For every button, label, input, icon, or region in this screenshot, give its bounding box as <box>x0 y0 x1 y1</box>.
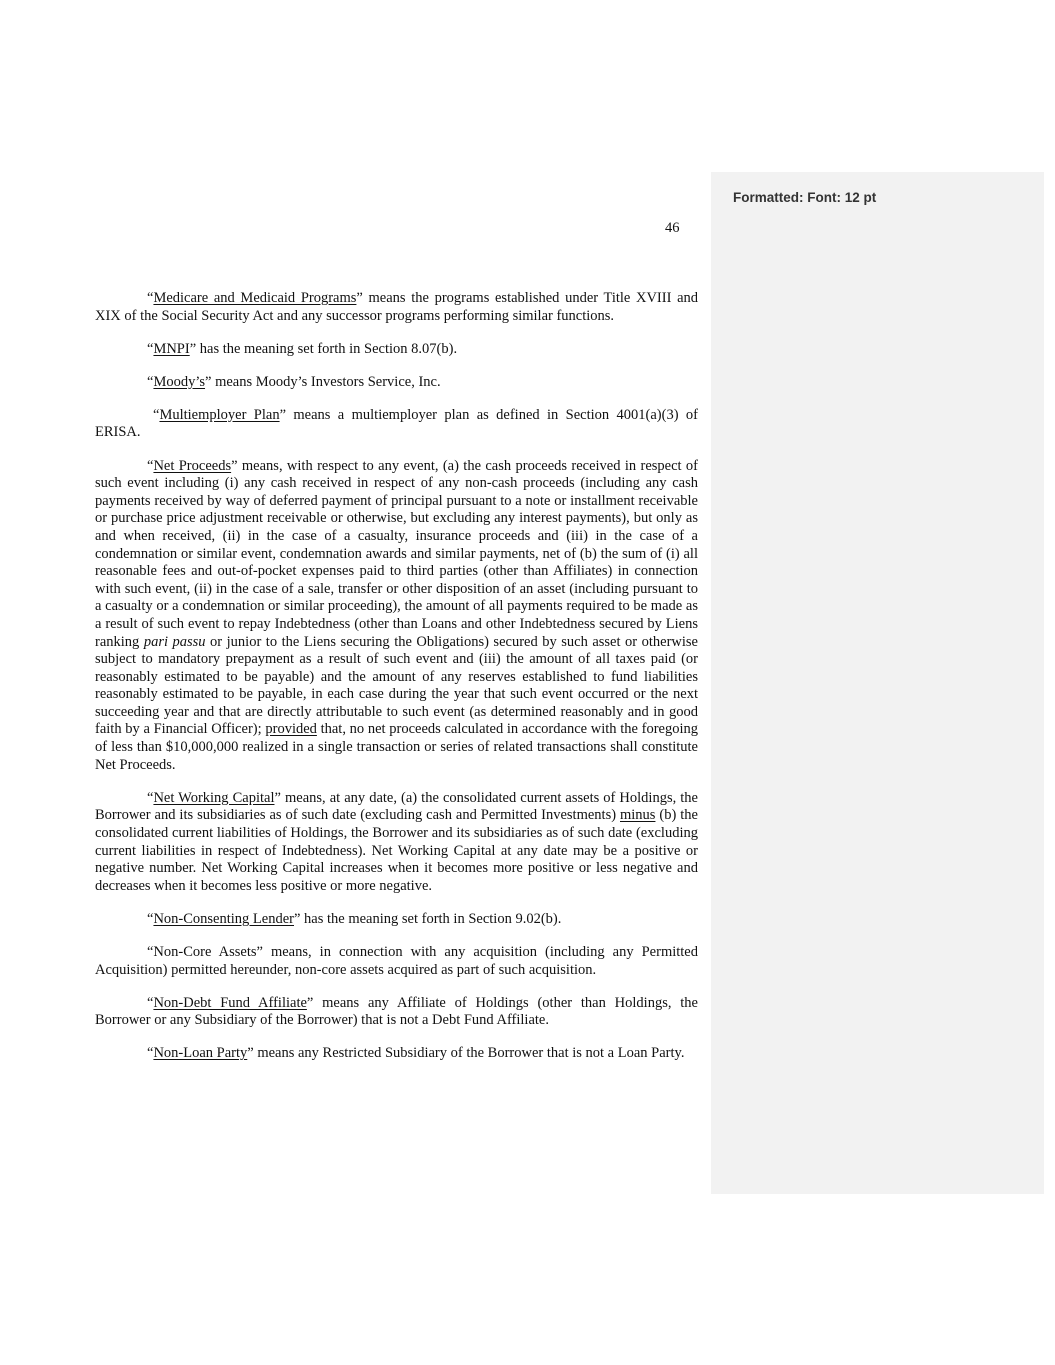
italic-phrase: pari passu <box>143 633 206 650</box>
open-quote: “ <box>147 789 154 806</box>
document-body <box>95 290 698 1078</box>
open-quote: “ <box>147 290 154 306</box>
definition-text: ” means any Restricted Subsidiary of the Borrower that is not a Loan Party. <box>247 1045 685 1062</box>
defined-term: Non-Loan Party <box>153 1045 248 1062</box>
open-quote: “ <box>147 910 154 927</box>
definition-text: (b) the consolidated current liabilities of Holdings, the Borrower and its subsidiaries as of such date (excluding current liabilities in respect of Indebtedness). Net Working Capital at any date may be a positive or negative number. Net Working Capital increases when it becomes more positive or less negative and decreases when it becomes less positive or more negative. <box>95 807 698 894</box>
definition-text: ” has the meaning set forth in Section 9.02(b). <box>293 910 562 927</box>
definition-text: ” means a multiemployer plan as defined in Section 4001(a)(3) of ERISA. <box>95 406 698 441</box>
definition-mnpi <box>95 341 698 359</box>
definition-non-core-assets <box>95 944 698 979</box>
open-quote: “ <box>153 406 160 423</box>
definition-net-working-capital <box>95 790 698 896</box>
definition-non-debt-fund-affiliate <box>95 995 698 1030</box>
defined-term: Moody’s <box>153 373 206 390</box>
definition-moodys <box>95 374 698 392</box>
defined-term: Medicare and Medicaid Programs <box>153 290 357 306</box>
defined-term: Non-Debt Fund Affiliate <box>153 994 307 1011</box>
definition-medicare-and-medicaid-programs <box>95 290 698 325</box>
underlined-word: minus <box>620 807 656 824</box>
definition-text: ” has the meaning set forth in Section 8.07(b). <box>189 340 458 357</box>
open-quote: “ <box>147 457 154 474</box>
defined-term: MNPI <box>153 340 190 357</box>
open-quote: “ <box>147 994 154 1011</box>
definition-text: ” means any Affiliate of Holdings (other than Holdings, the Borrower or any Subsidiary of the Borrower) that is not a Debt Fund Affiliate. <box>95 994 698 1029</box>
defined-term: Non-Consenting Lender <box>153 910 294 927</box>
defined-term: Net Working Capital <box>153 789 275 806</box>
definition-text: ” means the programs established under Title XVIII and XIX of the Social Security Act and any successor programs performing similar functions. <box>95 290 699 324</box>
definition-text: that, no net proceeds calculated in accordance with the foregoing of less than $10,000,000 realized in a single transaction or series of related transactions shall constitute Net Proceeds. <box>95 721 698 773</box>
formatting-comment-label: Formatted: Font: 12 pt <box>733 190 877 205</box>
definition-text: “Non-Core Assets” means, in connection with any acquisition (including any Permitted Acquisition) permitted hereunder, non-core assets acquired as part of such acquisition. <box>95 943 698 978</box>
defined-term: Net Proceeds <box>153 457 232 474</box>
definition-net-proceeds <box>95 458 698 775</box>
definition-text: or junior to the Liens securing the Obligations) secured by such asset or otherwise subject to mandatory prepayment as a result of such event and (iii) the amount of all taxes paid (or reasonably estimated to be payable) and the amount of any reserves established to fund liabilities reasonably estimated to be payable, in each case during the year that such event occurred or the next succeeding year and that are directly attributable to such event (as determined reasonably and in good faith by a Financial Officer); <box>95 633 698 738</box>
open-quote: “ <box>147 373 154 390</box>
definition-text: ” means, at any date, (a) the consolidated current assets of Holdings, the Borrower and its subsidiaries as of such date (excluding cash and Permitted Investments) <box>95 789 698 824</box>
comment-margin-pane <box>711 172 1044 1194</box>
definition-non-loan-party <box>95 1045 698 1063</box>
definition-multiemployer-plan <box>95 407 698 442</box>
open-quote: “ <box>147 340 154 357</box>
open-quote: “ <box>147 1045 154 1062</box>
underlined-word: provided <box>265 721 317 738</box>
definition-text: ” means, with respect to any event, (a) the cash proceeds received in respect of such event including (i) any cash received in respect of any non-cash proceeds (including any cash payments received by way of deferred payment of principal pursuant to a note or installment receivable or purchase price adjustment receivable or otherwise, but excluding any interest payments), but only as and when received, (ii) in the case of a casualty, insurance proceeds and (iii) in the case of a condemnation or similar event, condemnation awards and similar payments, net of (b) the sum of (i) all reasonable fees and out-of-pocket expenses paid to third parties (other than Affiliates) in connection with such event, (ii) in the case of a sale, transfer or other disposition of an asset (including pursuant to a casualty or a condemnation or similar proceeding), the amount of all payments required to be made as a result of such event to repay Indebtedness (other than Loans and other Indebtedness secured by Liens ranking <box>95 457 699 650</box>
definition-non-consenting-lender <box>95 911 698 929</box>
page-number: 46 <box>665 220 680 236</box>
defined-term: Multiemployer Plan <box>159 406 280 423</box>
definition-text: ” means Moody’s Investors Service, Inc. <box>205 373 441 390</box>
